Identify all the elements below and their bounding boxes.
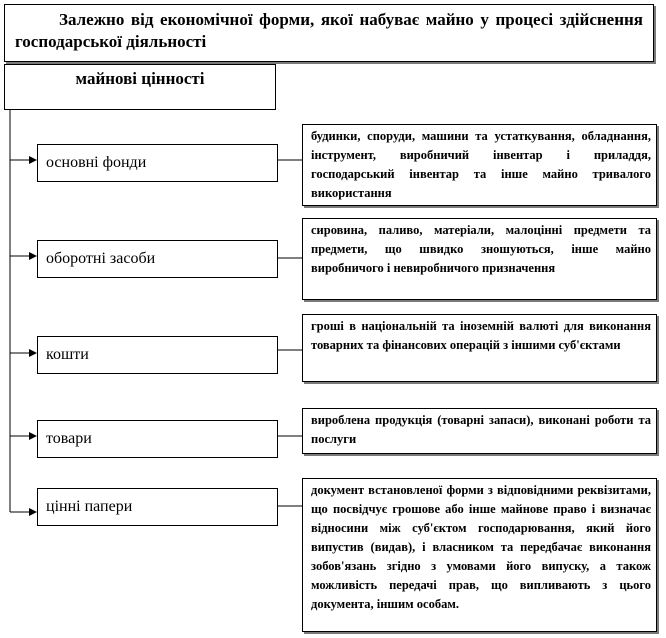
description-text: гроші в національній та іноземній валюті для виконання товарних та фінансових операцій з іншими суб'єктами — [311, 319, 651, 352]
category-box-current-assets — [37, 240, 278, 278]
description-box-current-assets — [302, 218, 657, 300]
header-title: Залежно від економічної форми, якої набуває майно у процесі здійснення господарської діяльності — [15, 10, 643, 51]
description-text: вироблена продукція (товарні запаси), виконані роботи та послуги — [311, 413, 651, 446]
description-box-goods — [302, 408, 657, 454]
header-box — [4, 4, 654, 62]
category-label: цінні папери — [46, 498, 133, 515]
description-text: сировина, паливо, матеріали, малоцінні предмети та предмети, що швидко зношуються, інше майно виробничого і невиробничого призначення — [311, 223, 651, 275]
description-box-fixed-assets — [302, 124, 657, 206]
category-label: основні фонди — [46, 154, 147, 171]
category-box-securities — [37, 488, 278, 526]
description-box-securities — [302, 478, 657, 632]
category-box-fixed-assets — [37, 144, 278, 182]
group-box — [4, 64, 276, 110]
group-label: майнові цінності — [75, 69, 205, 88]
description-box-funds — [302, 314, 657, 382]
description-text: будинки, споруди, машини та устаткування, обладнання, інструмент, виробничий інвентар і приладдя, господарський інвентар та інше майно тривалого використання — [311, 129, 651, 200]
category-box-funds — [37, 336, 278, 374]
category-label: товари — [46, 430, 92, 447]
category-label: кошти — [46, 346, 89, 363]
category-label: оборотні засоби — [46, 250, 156, 267]
description-text: документ встановленої форми з відповідними реквізитами, що посвідчує грошове або інше майнове право і визначає відносини між суб'єктом господарювання, який його випустив (видав), і власником та передбачає виконання зобов'язань згідно з умовами його випуску, а також можливість передачі прав, що випливають з цього документа, іншим особам. — [311, 483, 651, 611]
category-box-goods — [37, 420, 278, 458]
